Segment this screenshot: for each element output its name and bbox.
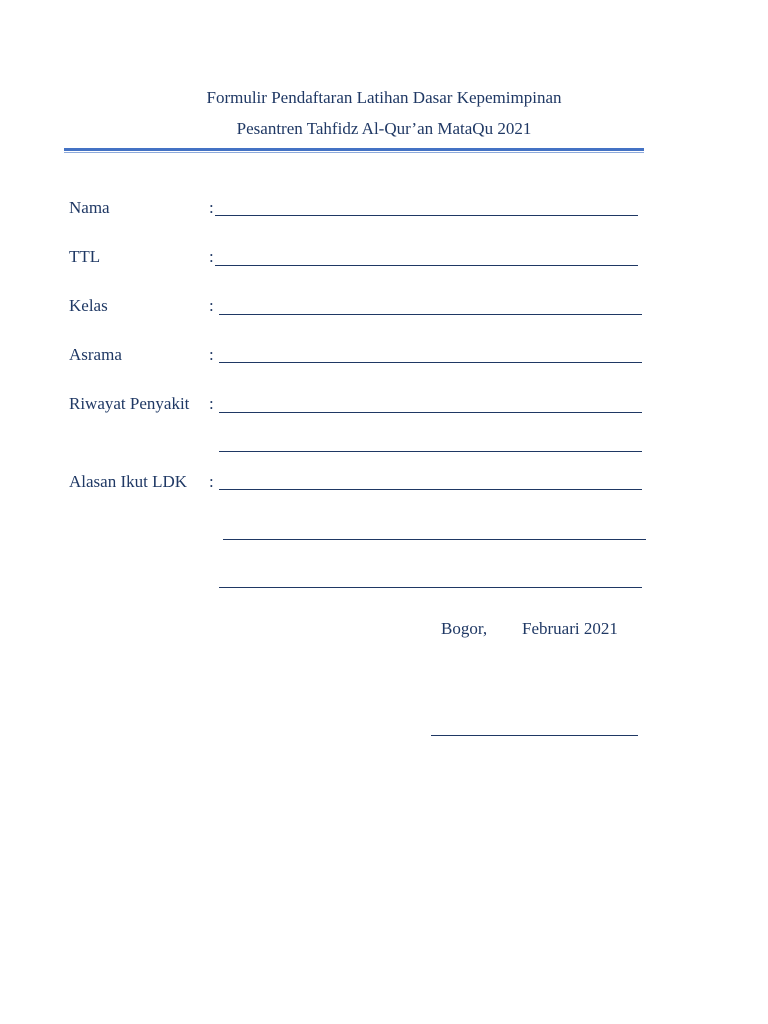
field-colon-riwayat-penyakit: : <box>209 394 214 413</box>
field-line-nama[interactable] <box>215 215 638 216</box>
field-colon-kelas: : <box>209 296 214 315</box>
field-line-asrama[interactable] <box>219 362 642 363</box>
field-label-kelas: Kelas <box>69 296 108 315</box>
signature-place: Bogor, <box>441 619 488 638</box>
field-line-alasan-3[interactable] <box>219 587 642 588</box>
field-colon-ttl: : <box>209 247 214 266</box>
field-line-riwayat-penyakit-1[interactable] <box>219 412 642 413</box>
field-line-alasan-1[interactable] <box>219 489 642 490</box>
signature-date: Februari 2021 <box>522 619 618 638</box>
field-label-riwayat-penyakit: Riwayat Penyakit <box>69 394 190 413</box>
form-title-line2: Pesantren Tahfidz Al-Qur’an MataQu 2021 <box>236 119 532 138</box>
field-label-alasan-ikut-ldk: Alasan Ikut LDK <box>69 472 188 491</box>
field-colon-asrama: : <box>209 345 214 364</box>
field-line-riwayat-penyakit-2[interactable] <box>219 451 642 452</box>
field-line-ttl[interactable] <box>215 265 638 266</box>
field-colon-alasan-ikut-ldk: : <box>209 472 214 491</box>
form-title-line1: Formulir Pendaftaran Latihan Dasar Kepemimpinan <box>206 88 562 107</box>
field-line-alasan-2[interactable] <box>223 539 646 540</box>
header-divider <box>64 148 644 151</box>
field-line-kelas[interactable] <box>219 314 642 315</box>
field-colon-nama: : <box>209 198 214 217</box>
header-divider-thin <box>64 152 644 153</box>
field-label-asrama: Asrama <box>69 345 122 364</box>
field-label-ttl: TTL <box>69 247 101 266</box>
signature-line[interactable] <box>431 735 638 736</box>
field-label-nama: Nama <box>69 198 110 217</box>
